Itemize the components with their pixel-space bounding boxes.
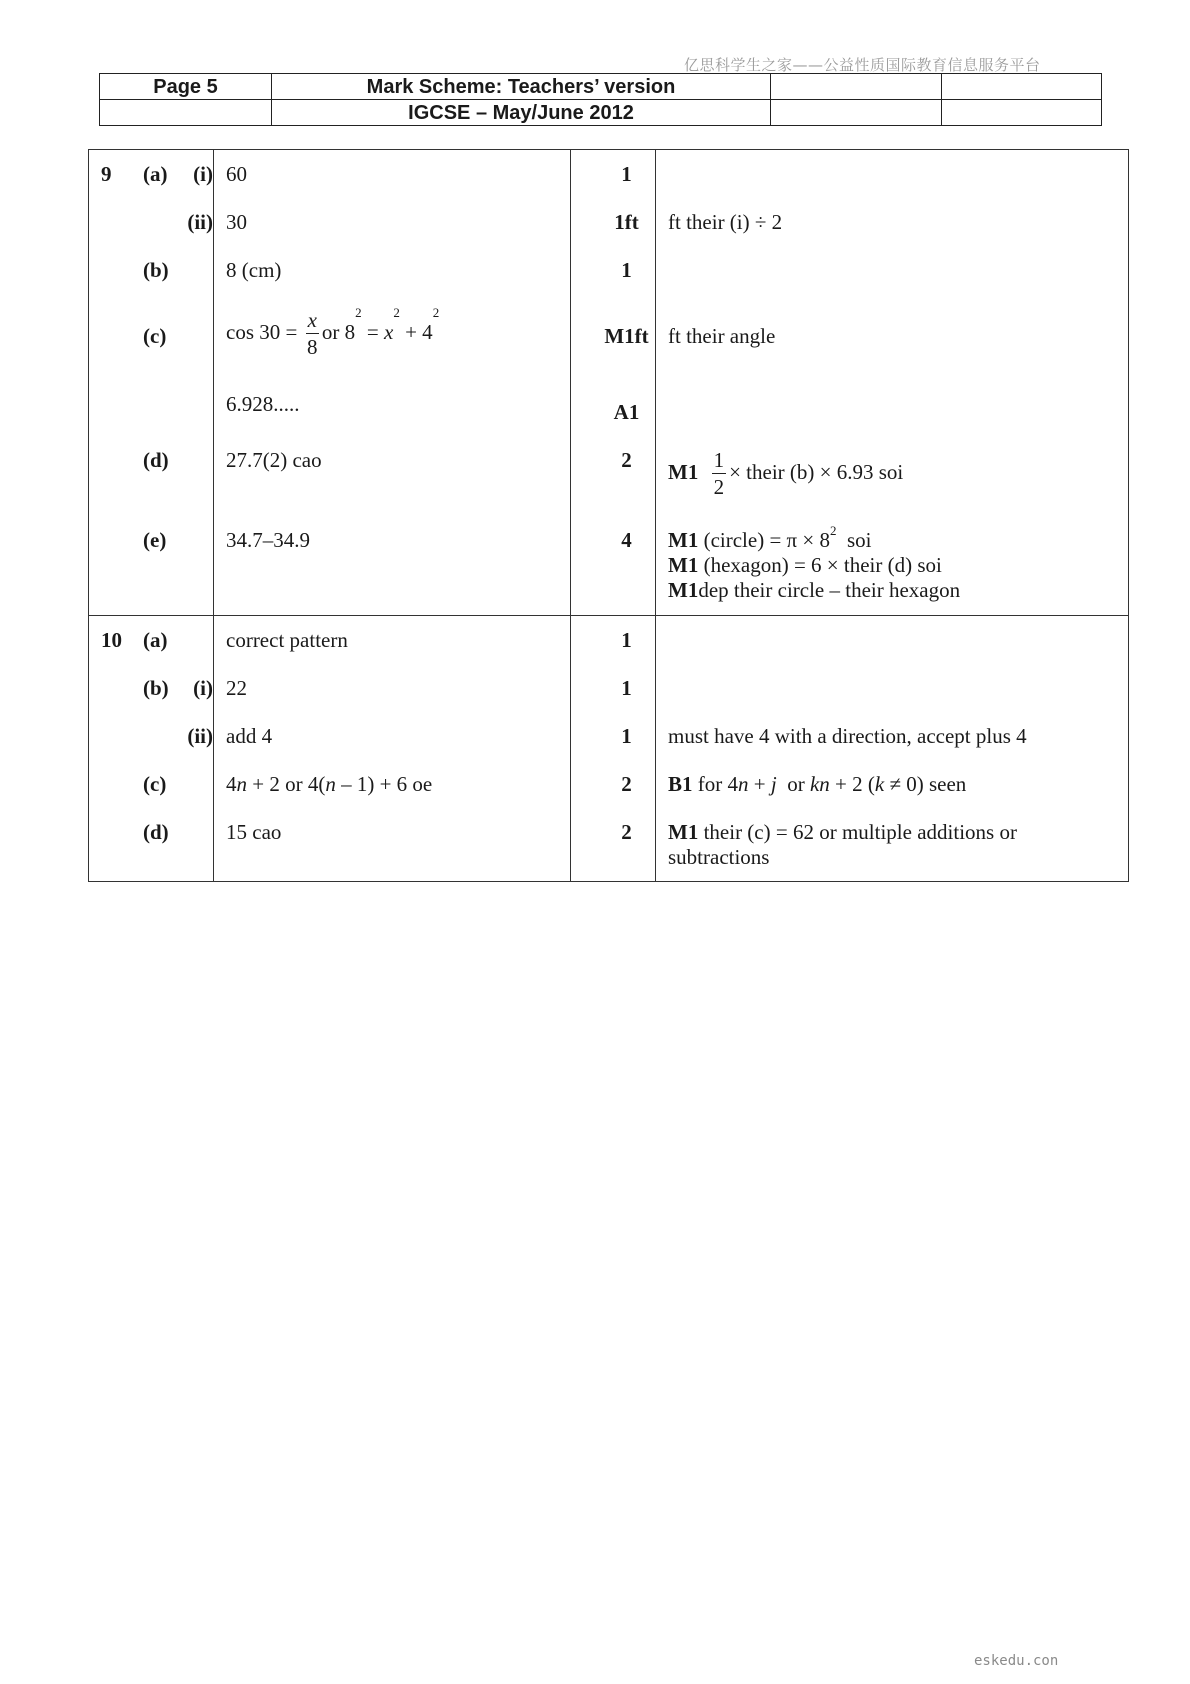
answer-text: 15 cao xyxy=(226,820,282,844)
guidance-text: B1 for 4n + j or kn + 2 (k ≠ 0) seen xyxy=(668,772,967,796)
part-label: (c) xyxy=(143,324,167,348)
mark-value: 2 xyxy=(621,772,632,796)
header-blank-cell xyxy=(771,74,942,100)
subpart-label: (ii) xyxy=(187,724,213,748)
mark-value: M1ft xyxy=(604,324,649,348)
subpart-label: (i) xyxy=(193,162,213,186)
watermark-bottom: eskedu.con xyxy=(974,1653,1059,1669)
mark-value: 2 xyxy=(621,820,632,844)
part-label: (e) xyxy=(143,528,167,552)
mark-value: 2 xyxy=(621,448,632,472)
guidance-text: M1dep their circle – their hexagon xyxy=(668,578,961,602)
guidance-text: M1 (circle) = $\pi \times 8^2$ soi xyxy=(668,523,872,552)
answer-formula: cos 30 = $\frac{x}{8}$ or $8^2 = x^2 + 4^2$ xyxy=(226,305,440,359)
question-10-block xyxy=(88,616,1129,882)
mark-value: 1 xyxy=(621,676,632,700)
question-9-block xyxy=(88,149,1129,616)
header-blank-cell xyxy=(771,100,942,126)
header-blank-cell xyxy=(942,100,1102,126)
mark-value: 4 xyxy=(621,528,632,552)
mark-value: A1 xyxy=(613,400,640,424)
guidance-text: must have 4 with a direction, accept plus 4 xyxy=(668,724,1027,748)
document-subtitle: IGCSE – May/June 2012 xyxy=(272,100,771,126)
guidance-text: M1 $\frac{1}{2}$ × their (b) × 6.93 soi xyxy=(668,448,904,499)
answer-text: add 4 xyxy=(226,724,273,748)
mark-value: 1 xyxy=(621,162,632,186)
answer-text: 22 xyxy=(226,676,247,700)
mark-scheme-table xyxy=(88,149,1129,882)
guidance-text: M1 their (c) = 62 or multiple additions or xyxy=(668,820,1017,844)
document-title: Mark Scheme: Teachers’ version xyxy=(272,74,771,100)
guidance-text: ft their angle xyxy=(668,324,776,348)
watermark-top: 亿思科学生之家——公益性质国际教育信息服务平台 xyxy=(684,56,1041,74)
guidance-text: M1 (hexagon) = 6 × their (d) soi xyxy=(668,553,942,577)
answer-text: 30 xyxy=(226,210,247,234)
answer-formula: 4n + 2 or 4(n – 1) + 6 oe xyxy=(226,772,433,796)
mark-value: 1 xyxy=(621,258,632,282)
part-label: (d) xyxy=(143,448,169,472)
header-blank-cell xyxy=(942,74,1102,100)
mark-value: 1ft xyxy=(614,210,639,234)
answer-text: 6.928..... xyxy=(226,392,300,416)
answer-text: 27.7(2) cao xyxy=(226,448,322,472)
fraction: $\frac{x}{8}$ xyxy=(307,308,318,359)
page-number: Page 5 xyxy=(100,74,272,100)
part-label: (c) xyxy=(143,772,167,796)
answer-text: 60 xyxy=(226,162,247,186)
subpart-label: (ii) xyxy=(187,210,213,234)
guidance-text: ft their (i) ÷ 2 xyxy=(668,210,783,234)
question-number: 9 xyxy=(101,162,112,186)
answer-text: 8 (cm) xyxy=(226,258,282,282)
answer-text: 34.7–34.9 xyxy=(226,528,310,552)
mark-value: 1 xyxy=(621,628,632,652)
subpart-label: (i) xyxy=(193,676,213,700)
page-header-table xyxy=(99,73,1102,126)
answer-text: correct pattern xyxy=(226,628,348,652)
fraction: $\frac{1}{2}$ xyxy=(713,448,725,499)
header-blank-cell xyxy=(100,100,272,126)
part-label: (a) xyxy=(143,162,168,186)
question-number: 10 xyxy=(101,628,122,652)
part-label: (d) xyxy=(143,820,169,844)
part-label: (b) xyxy=(143,258,169,282)
part-label: (a) xyxy=(143,628,168,652)
part-label: (b) xyxy=(143,676,169,700)
guidance-text: subtractions xyxy=(668,845,770,869)
mark-value: 1 xyxy=(621,724,632,748)
